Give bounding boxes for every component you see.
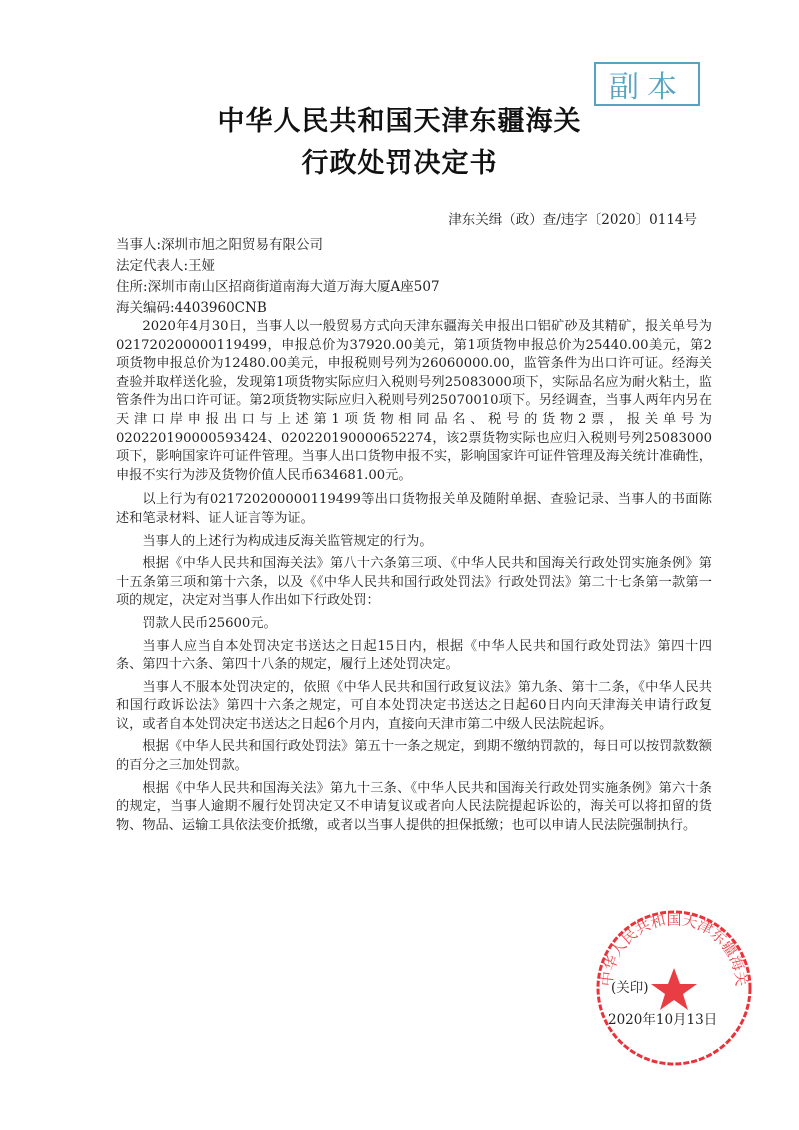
paragraph-penalty: 罚款人民币25600元。: [142, 615, 277, 631]
paragraph-deadline: 当事人应当自本处罚决定书送达之日起15日内，根据《中华人民共和国行政处罚法》第四十四条、第四十六条、第四十八条的规定，履行上述处罚决定。: [116, 638, 712, 673]
paragraph-appeal: 当事人不服本处罚决定的，依照《中华人民共和国行政复议法》第九条、第十二条，《中华人民共和国行政诉讼法》第四十六条之规定，可自本处罚决定书送达之日起60日内向天津海关申请行政复议，或者自本处罚决定书送达之日起6个月内，直接向天津市第二中级人民法院起诉。: [116, 679, 712, 732]
seal-date: 2020年10月13日: [608, 1012, 718, 1028]
customs-code-row: [116, 296, 267, 316]
paragraph-evidence: 以上行为有021720200000119499等出口货物报关单及随附单据、查验记录、当事人的书面陈述和笔录材料、证人证言等为证。: [116, 492, 712, 526]
copy-stamp: 副本: [594, 62, 700, 106]
party-value: 深圳市旭之阳贸易有限公司: [161, 237, 324, 253]
representative-row: [116, 254, 215, 274]
party-row: [116, 233, 323, 253]
address-label: 住所:: [116, 279, 148, 295]
representative-label: 法定代表人:: [116, 258, 189, 274]
party-label: 当事人:: [116, 237, 162, 253]
paragraph-legal-basis: 根据《中华人民共和国海关法》第八十六条第三项、《中华人民共和国海关行政处罚实施条例》第十五条第三项和第十六条，以及《《中华人民共和国行政处罚法》行政处罚法》第二十七条第一款第一项的规定，决定对当事人作出如下行政处罚：: [116, 556, 712, 609]
document-title-line1: 中华人民共和国天津东疆海关: [217, 106, 582, 137]
paragraph-violation: 当事人的上述行为构成违反海关监管规定的行为。: [142, 533, 433, 549]
paragraph-enforcement: 根据《中华人民共和国海关法》第九十三条、《中华人民共和国海关行政处罚实施条例》第六十条的规定，当事人逾期不履行处罚决定又不申请复议或者向人民法院提起诉讼的，海关可以将扣留的货物、物品、运输工具依法变价抵缴，或者以当事人提供的担保抵缴；也可以申请人民法院强制执行。: [116, 780, 712, 833]
address-value: 深圳市南山区招商街道南海大道万海大厦A座507: [147, 279, 440, 295]
paragraph-late-fee: 根据《中华人民共和国行政处罚法》第五十一条之规定，到期不缴纳罚款的，每日可以按罚款数额的百分之三加处罚款。: [116, 739, 712, 774]
customs-code-label: 海关编码:: [116, 300, 175, 316]
seal-text: 中华人民共和国天津东疆海关: [597, 910, 751, 988]
document-number: 津东关缉（政）查/违字〔2020〕0114号: [448, 212, 697, 228]
document-body: [116, 318, 712, 839]
seal-star-icon: [651, 968, 697, 1010]
customs-code-value: 4403960CNB: [174, 300, 267, 316]
address-row: [116, 275, 440, 295]
representative-value: 王娅: [188, 258, 216, 274]
document-title-line2: 行政处罚决定书: [301, 148, 498, 179]
seal-label: (关印): [611, 980, 649, 996]
paragraph-facts: 2020年4月30日，当事人以一般贸易方式向天津东疆海关申报出口铝矿砂及其精矿，报关单号为021720200000119499，申报总价为37920.00美元，第1项货物申报总价为25440.00美元，第2项货物申报总价为12480.00美元，申报税则号列为26060000.00，监管条件为出口许可证。经海关查验并取样送化验，发现第1项货物实际应归入税则号列25083000项下，实际品名应为耐火粘土，监管条件为出口许可证。第2项货物实际应归入税则号列25070010项下。另经调查，当事人两年内另在天津口岸申报出口与上述第1项货物相同品名、税号的货物2票，报关单号为020220190000593424、020220190000652274，该2票货物实际也应归入税则号列25083000项下，影响国家许可证件管理。当事人出口货物申报不实，影响国家许可证件管理及海关统计准确性，申报不实行为涉及货物价值人民币634681.00元。: [116, 319, 712, 483]
